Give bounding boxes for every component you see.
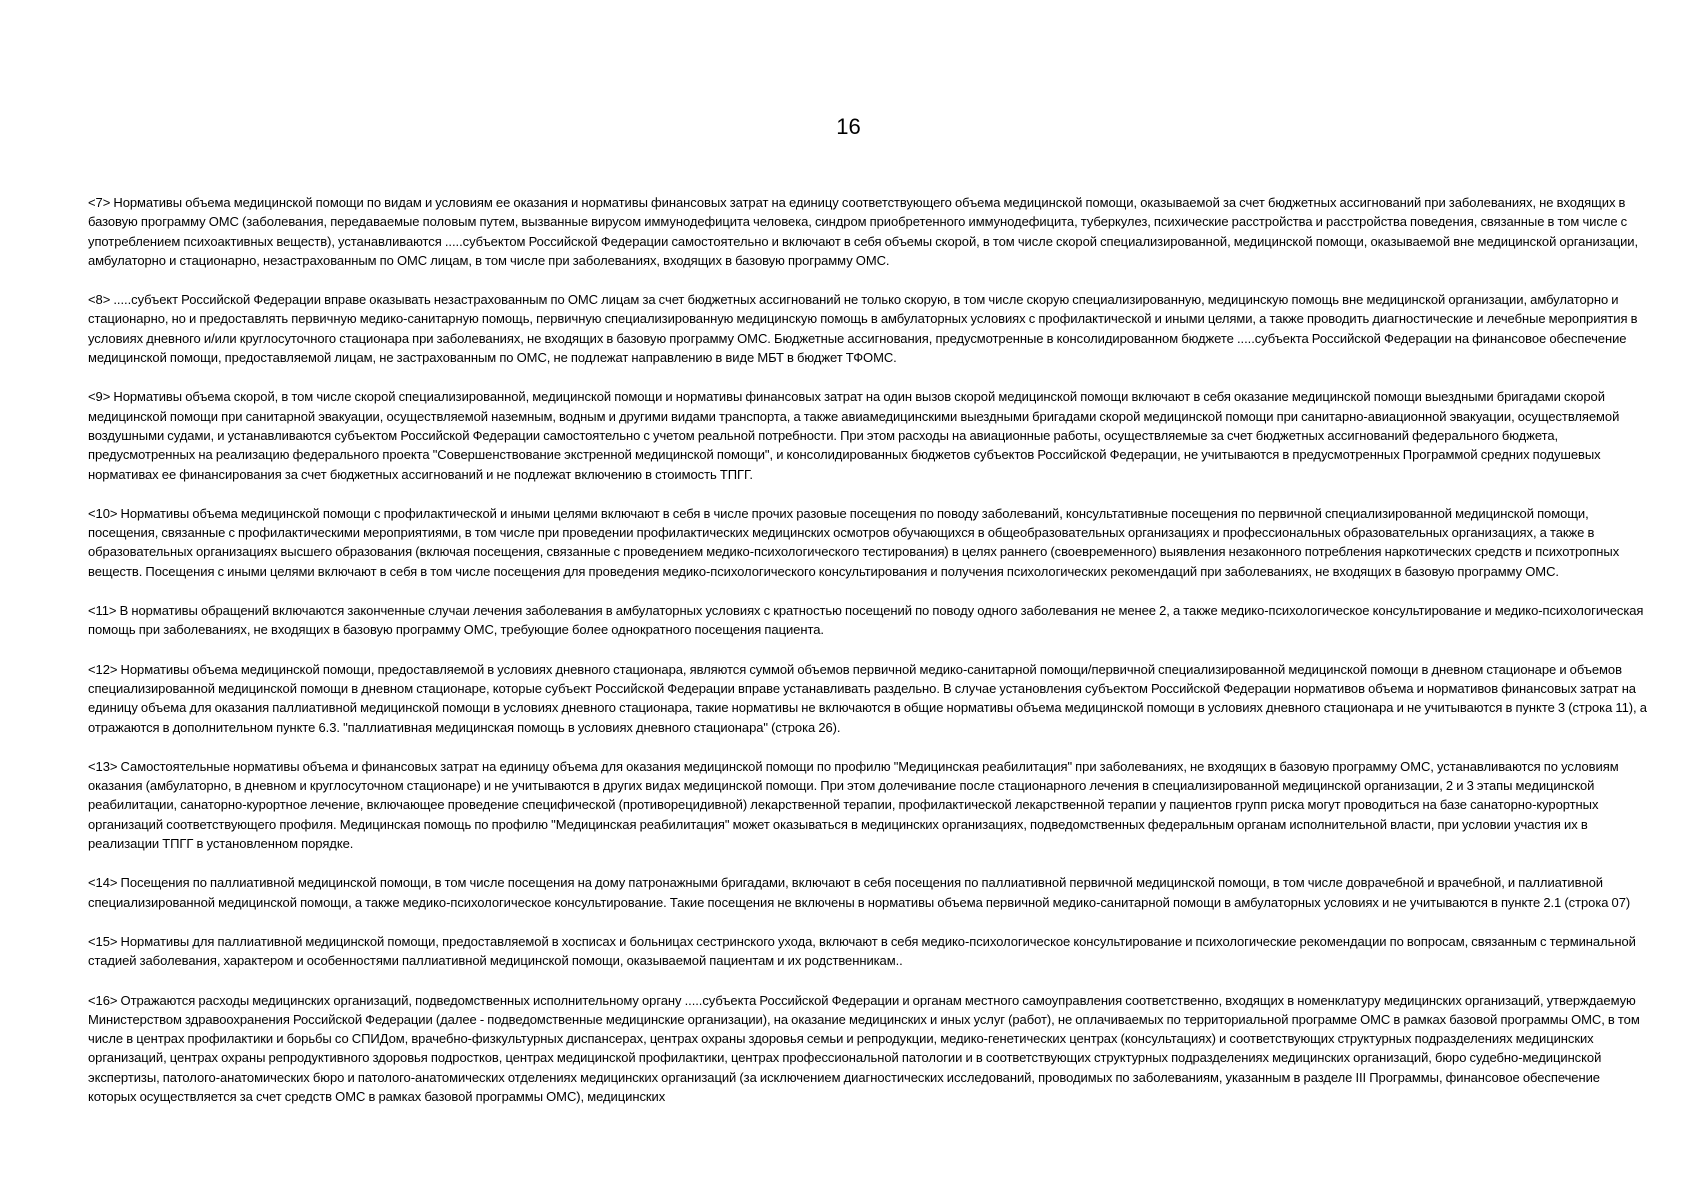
footnote-8: <8> .....субъект Российской Федерации вправе оказывать незастрахованным по ОМС лицам за счет бюджетных ассигнований не только скорую, в том числе скорую специализированную, медицинскую помощь вне медицинской организации, амбулаторно и стационарно, но и предоставлять первичную медико-санитарную помощь, первичную специализированную медицинскую помощь в амбулаторных условиях с профилактической и иными целями, а также проводить диагностические и лечебные мероприятия в условиях дневного и/или круглосуточного стационара при заболеваниях, не входящих в базовую программу ОМС. Бюджетные ассигнования, предусмотренные в консолидированном бюджете .....субъекта Российской Федерации на финансовое обеспечение медицинской помощи, предоставляемой лицам, не застрахованным по ОМС, не подлежат направлению в виде МБТ в бюджет ТФОМС. bbox=[88, 292, 1638, 366]
footnote-16: <16> Отражаются расходы медицинских организаций, подведомственных исполнительному органу .....субъекта Российской Федерации и органам местного самоуправления соответственно, входящих в номенклатуру медицинских организаций, утверждаемую Министерством здравоохранения Российской Федерации (далее - подведомственные медицинские организации), на оказание медицинских и иных услуг (работ), не оплачиваемых по территориальной программе ОМС в рамках базовой программы ОМС, в том числе в центрах профилактики и борьбы со СПИДом, врачебно-физкультурных диспансерах, центрах охраны здоровья семьи и репродукции, медико-генетических центрах (консультациях) и соответствующих структурных подразделениях медицинских организаций, центрах охраны репродуктивного здоровья подростков, центрах медицинской профилактики, центрах профессиональной патологии и в соответствующих структурных подразделениях медицинских организаций, бюро судебно-медицинской экспертизы, патолого-анатомических бюро и патолого-анатомических отделениях медицинских организаций (за исключением диагностических исследований, проводимых по заболеваниям, указанным в разделе III Программы, финансовое обеспечение которых осуществляется за счет средств ОМС в рамках базовой программы ОМС), медицинских bbox=[88, 992, 1640, 1104]
footnotes bbox=[88, 193, 1650, 1126]
footnote-14: <14> Посещения по паллиативной медицинской помощи, в том числе посещения на дому патронажными бригадами, включают в себя посещения по паллиативной первичной медицинской помощи, в том числе доврачебной и врачебной, и паллиативной специализированной медицинской помощи, а также медико-психологическое консультирование. Такие посещения не включены в нормативы объема первичной медико-санитарной помощи в амбулаторных условиях и не учитываются в пункте 2.1 (строка 07) bbox=[88, 875, 1631, 910]
footnote-15: <15> Нормативы для паллиативной медицинской помощи, предоставляемой в хосписах и больницах сестринского ухода, включают в себя медико-психологическое консультирование и психологические рекомендации по вопросам, связанным с терминальной стадией заболевания, характером и особенностями паллиативной медицинской помощи, оказываемой пациентам и их родственникам.. bbox=[88, 933, 1636, 969]
footnote-11: <11> В нормативы обращений включаются законченные случаи лечения заболевания в амбулаторных условиях с кратностью посещений по поводу одного заболевания не менее 2, а также медико-психологическое консультирование и медико-психологическая помощь при заболеваниях, не входящих в базовую программу ОМС, требующие более однократного посещения пациента. bbox=[88, 603, 1644, 638]
footnote-12: <12> Нормативы объема медицинской помощи, предоставляемой в условиях дневного стационара, являются суммой объемов первичной медико-санитарной помощи/первичной специализированной медицинской помощи в дневном стационаре и объемов специализированной медицинской помощи в дневном стационаре, которые субъект Российской Федерации вправе устанавливать раздельно. В случае установления субъектом Российской Федерации нормативов объема и нормативов финансовых затрат на единицу объема для оказания паллиативной медицинской помощи в условиях дневного стационара, такие нормативы не включаются в общие нормативы объема медицинской помощи в условиях дневного стационара и не учитываются в пункте 3 (строка 11), а отражаются в дополнительном пункте 6.3. "паллиативная медицинская помощь в условиях дневного стационара" (строка 26). bbox=[88, 661, 1647, 735]
footnote-10: <10> Нормативы объема медицинской помощи с профилактической и иными целями включают в себя в числе прочих разовые посещения по поводу заболеваний, консультативные посещения по первичной специализированной медицинской помощи, посещения, связанные с профилактическими мероприятиями, в том числе при проведении профилактических медицинских осмотров обучающихся в общеобразовательных организациях и профессиональных образовательных организациях, а также в образовательных организациях высшего образования (включая посещения, связанные с проведением медико-психологического тестирования) в целях раннего (своевременного) выявления незаконного потребления наркотических средств и психотропных веществ. Посещения с иными целями включают в себя в том числе посещения для проведения медико-психологического консультирования и получения психологических рекомендаций при заболеваниях, не входящих в базовую программу ОМС. bbox=[88, 505, 1620, 579]
footnote-7: <7> Нормативы объема медицинской помощи по видам и условиям ее оказания и нормативы финансовых затрат на единицу соответствующего объема медицинской помощи, оказываемой за счет бюджетных ассигнований при заболеваниях, не входящих в базовую программу ОМС (заболевания, передаваемые половым путем, вызванные вирусом иммунодефицита человека, синдром приобретенного иммунодефицита, туберкулез, психические расстройства и расстройства поведения, связанные в том числе с употреблением психоактивных веществ), устанавливаются .....субъектом Российской Федерации самостоятельно и включают в себя объемы скорой, в том числе скорой специализированной, медицинской помощи, оказываемой вне медицинской организации, амбулаторно и стационарно, незастрахованным по ОМС лицам, в том числе при заболеваниях, входящих в базовую программу ОМС. bbox=[88, 195, 1639, 268]
footnote-13: <13> Самостоятельные нормативы объема и финансовых затрат на единицу объема для оказания медицинской помощи по профилю "Медицинская реабилитация" при заболеваниях, не входящих в базовую программу ОМС, устанавливаются по условиям оказания (амбулаторно, в дневном и круглосуточном стационаре) и не учитываются в других видах медицинской помощи. При этом долечивание после стационарного лечения в специализированной медицинской организации, 2 и 3 этапы медицинской реабилитации, санаторно-курортное лечение, включающее проведение специфической (противорецидивной) лекарственной терапии, профилактической лекарственной терапии у пациентов групп риска могут проводиться на базе санаторно-курортных организаций соответствующего профиля. Медицинская помощь по профилю "Медицинская реабилитация" может оказываться в медицинских организациях, подведомственных федеральным органам исполнительной власти, при условии участия их в реализации ТПГГ в установленном порядке. bbox=[88, 758, 1619, 852]
page-number: 16 bbox=[836, 114, 861, 139]
footnote-9: <9> Нормативы объема скорой, в том числе скорой специализированной, медицинской помощи и нормативы финансовых затрат на один вызов скорой медицинской помощи включают в себя оказание медицинской помощи выездными бригадами скорой медицинской помощи при санитарной эвакуации, осуществляемой наземным, водным и другими видами транспорта, а также авиамедицинскими выездными бригадами скорой медицинской помощи при санитарно-авиационной эвакуации, осуществляемой воздушными судами, и устанавливаются субъектом Российской Федерации самостоятельно с учетом реальной потребности. При этом расходы на авиационные работы, осуществляемые за счет бюджетных ассигнований федерального бюджета, предусмотренных на реализацию федерального проекта "Совершенствование экстренной медицинской помощи", и консолидированных бюджетов субъектов Российской Федерации, не учитываются в предусмотренных Программой средних подушевых нормативах ее финансирования за счет бюджетных ассигнований и не подлежат включению в стоимость ТПГГ. bbox=[88, 389, 1620, 482]
